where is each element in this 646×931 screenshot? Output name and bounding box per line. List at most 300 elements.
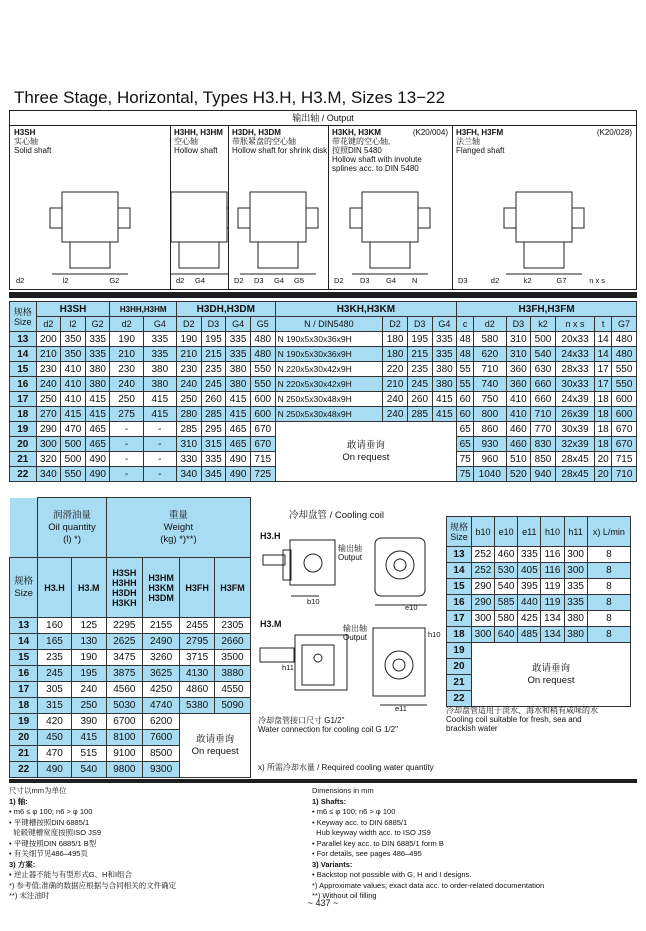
table-subheader-row <box>10 558 251 618</box>
table-cell: 250 <box>110 392 143 407</box>
table-cell: 415 <box>85 392 110 407</box>
table-cell: 75 <box>457 467 474 482</box>
table-cell: 28x45 <box>555 467 594 482</box>
note-line: • 平键槽按照DIN 6885/1 <box>9 817 90 827</box>
table-cell: 380 <box>226 362 251 377</box>
table-cell: 335 <box>85 347 110 362</box>
bottom-divider <box>9 779 637 783</box>
table-cell: 20 <box>10 730 38 746</box>
table-cell: 540 <box>495 579 518 595</box>
table-cell: 515 <box>71 746 106 762</box>
note-line: • 逆止器不能与有型形式G、H和I组合 <box>9 870 133 879</box>
table-cell: 240 <box>110 377 143 392</box>
table-cell: 725 <box>250 467 275 482</box>
table-cell: 415 <box>226 392 251 407</box>
table-cell: 315 <box>201 437 226 452</box>
table-row <box>10 650 251 666</box>
table-cell: 380 <box>432 362 457 377</box>
table-cell: - <box>143 452 176 467</box>
table-cell: 14 <box>595 332 612 347</box>
shaft-panel-1 <box>170 126 229 290</box>
table-cell: 260 <box>407 392 432 407</box>
table-row <box>447 547 631 563</box>
table-cell: 315 <box>38 698 71 714</box>
table-cell: - <box>143 437 176 452</box>
table-cell: 215 <box>407 347 432 362</box>
column-header: N / DIN5480 <box>275 317 383 332</box>
table-row <box>447 563 631 579</box>
shaft-panel-4 <box>452 126 636 290</box>
table-cell: 20x33 <box>555 332 594 347</box>
table-cell: 18 <box>595 392 612 407</box>
table-cell: 345 <box>201 467 226 482</box>
table-cell: 180 <box>383 347 408 362</box>
column-header: d2 <box>36 317 61 332</box>
table-cell: 850 <box>531 452 556 467</box>
shaft-dim-label: d2 <box>176 276 185 285</box>
column-header: h10 <box>541 517 564 547</box>
shaft-dim-label: G5 <box>294 276 305 285</box>
table-cell: 9800 <box>106 762 142 778</box>
table-cell: 13 <box>10 332 37 347</box>
table-cell: 2155 <box>142 618 179 634</box>
table-row <box>10 362 637 377</box>
table-cell: 2295 <box>106 618 142 634</box>
table-cell: 65 <box>457 422 474 437</box>
table-cell: 405 <box>518 563 541 579</box>
column-header: n x s <box>555 317 594 332</box>
table-cell: 395 <box>518 579 541 595</box>
table-cell: 460 <box>495 547 518 563</box>
table-cell: 28x45 <box>555 452 594 467</box>
column-header: D2 <box>383 317 408 332</box>
table-cell: 640 <box>495 627 518 643</box>
note-line: **) Without oil filling <box>312 891 377 900</box>
table-cell: 16 <box>10 377 37 392</box>
table-cell: 17 <box>10 392 37 407</box>
shaft-desc-line: Hollow shaft for shrink disk <box>232 146 328 155</box>
table-cell: 480 <box>250 347 275 362</box>
cooling-title: 冷却盘管 / Cooling coil <box>289 510 385 521</box>
notes-chinese <box>9 786 309 902</box>
table-cell: 235 <box>38 650 71 666</box>
table-cell: 335 <box>226 347 251 362</box>
output-header: 输出轴 / Output <box>10 111 636 126</box>
table-cell: 305 <box>38 682 71 698</box>
dim-h10: h10 <box>428 630 441 639</box>
table-cell: 18 <box>595 407 612 422</box>
table-cell: 8100 <box>106 730 142 746</box>
shaft-panel-2 <box>228 126 329 290</box>
table-cell: 600 <box>612 407 637 422</box>
column-header: h11 <box>564 517 587 547</box>
table-row <box>10 682 251 698</box>
table-cell: 630 <box>531 362 556 377</box>
table-cell: 48 <box>457 347 474 362</box>
table-cell: 8 <box>587 627 630 643</box>
table-cell: 3475 <box>106 650 142 666</box>
table-cell: 245 <box>201 377 226 392</box>
table-cell: 415 <box>143 392 176 407</box>
cooling-output-cn-2: 输出轴 <box>343 624 367 633</box>
table-cell: 230 <box>36 362 61 377</box>
table-cell: 425 <box>518 611 541 627</box>
table-cell: 2455 <box>180 618 215 634</box>
shaft-dim-label: G4 <box>386 276 397 285</box>
table-cell: 295 <box>201 422 226 437</box>
note-line: 尺寸以mm为单位 <box>9 786 67 795</box>
note-line: Hub keyway width acc. to ISO JS9 <box>312 828 431 837</box>
shaft-ref: (K20/004) <box>412 128 448 137</box>
table-cell: 240 <box>383 407 408 422</box>
shaft-dim-label: N <box>412 276 418 285</box>
shaft-drawing <box>228 178 328 288</box>
note-line: Dimensions in mm <box>312 786 374 795</box>
table-cell: 240 <box>176 377 201 392</box>
table-cell: 550 <box>250 377 275 392</box>
table-cell: 335 <box>226 332 251 347</box>
table-cell: 20 <box>10 437 37 452</box>
column-header: G5 <box>250 317 275 332</box>
table-cell: 17 <box>447 611 472 627</box>
table-cell: 125 <box>71 618 106 634</box>
table-cell: 119 <box>541 579 564 595</box>
table-cell: 3625 <box>142 666 179 682</box>
table-cell: 190 <box>176 332 201 347</box>
table-cell: 9100 <box>106 746 142 762</box>
table-row <box>10 618 251 634</box>
column-header: k2 <box>531 317 556 332</box>
shaft-desc-line: 实心轴 <box>14 137 38 146</box>
table-cell: 710 <box>474 362 506 377</box>
table-cell: 3875 <box>106 666 142 682</box>
table-cell: 14 <box>595 347 612 362</box>
table-cell: 195 <box>201 332 226 347</box>
column-header: D3 <box>201 317 226 332</box>
shaft-dim-label: d2 <box>16 276 25 285</box>
table-cell: 490 <box>85 452 110 467</box>
table-cell: 715 <box>250 452 275 467</box>
table-cell: 230 <box>176 362 201 377</box>
shaft-panel-0 <box>10 126 171 290</box>
column-header: D3 <box>506 317 531 332</box>
table-cell: 465 <box>85 437 110 452</box>
table-cell: 134 <box>541 611 564 627</box>
table-cell: 300 <box>564 563 587 579</box>
column-header: d2 <box>110 317 143 332</box>
column-header: H3FM <box>214 558 250 618</box>
cooling-output-en-2: Output <box>343 633 368 642</box>
shaft-desc-line: Flanged shaft <box>456 146 505 155</box>
table-cell: 335 <box>564 579 587 595</box>
table-cell: 4250 <box>142 682 179 698</box>
table-cell: 415 <box>226 407 251 422</box>
table-cell: 335 <box>432 332 457 347</box>
column-header: H3HM H3KM H3DM <box>142 558 179 618</box>
table-cell: 585 <box>495 595 518 611</box>
table-cell: 480 <box>612 347 637 362</box>
table-cell: 335 <box>201 452 226 467</box>
table-cell: 18 <box>447 627 472 643</box>
shaft-desc-line: splines acc. to DIN 5480 <box>332 164 419 173</box>
table-cell: 490 <box>85 467 110 482</box>
table-cell: 480 <box>250 332 275 347</box>
table-cell: 7600 <box>142 730 179 746</box>
output-drawings-panel <box>9 110 637 290</box>
note-line: • 有关细节见486–495页 <box>9 849 88 858</box>
table-cell: 470 <box>61 422 86 437</box>
table-cell: 740 <box>474 377 506 392</box>
cooling-suitable-en: Cooling coil suitable for fresh, sea and brackish water <box>446 715 582 733</box>
table-cell: 14 <box>10 347 37 362</box>
column-header: l2 <box>61 317 86 332</box>
table-cell: 410 <box>506 407 531 422</box>
table-cell: 580 <box>495 611 518 627</box>
table-cell: 24x33 <box>555 347 594 362</box>
table-cell: 415 <box>143 407 176 422</box>
table-cell: 380 <box>432 377 457 392</box>
on-request-cell: 敢请垂询 On request <box>180 714 251 778</box>
table-cell: 410 <box>61 392 86 407</box>
table-row <box>10 422 637 437</box>
table-cell: 235 <box>407 362 432 377</box>
notes-english <box>312 786 632 902</box>
table-cell: 300 <box>564 547 587 563</box>
shaft-code: H3KH, H3KM <box>332 128 381 137</box>
note-line: **) 未注油时 <box>9 891 50 900</box>
table-cell: 450 <box>38 730 71 746</box>
table-cell: 415 <box>432 392 457 407</box>
column-header: D3 <box>407 317 432 332</box>
oil-weight-table <box>9 497 251 778</box>
shaft-desc-line: Hollow shaft with involute <box>332 155 422 164</box>
table-cell: 600 <box>250 392 275 407</box>
table-cell: 320 <box>36 452 61 467</box>
dim-e11: e11 <box>395 704 407 713</box>
table-cell: 620 <box>474 347 506 362</box>
column-header: H3FH <box>180 558 215 618</box>
group-header: H3SH <box>36 302 110 317</box>
table-cell: 240 <box>36 377 61 392</box>
shaft-dim-label: G4 <box>274 276 285 285</box>
column-header: G2 <box>85 317 110 332</box>
table-cell: 22 <box>10 762 38 778</box>
note-line: • Backstop not possible with G, H and I designs. <box>312 870 472 879</box>
table-cell: 13 <box>447 547 472 563</box>
shaft-desc-line: 法兰轴 <box>456 137 480 146</box>
table-cell: 2490 <box>142 634 179 650</box>
table-cell: N 220x5x30x42x9H <box>275 362 383 377</box>
column-header: H3.M <box>71 558 106 618</box>
table-cell: 14 <box>10 634 38 650</box>
table-cell: 930 <box>474 437 506 452</box>
table-cell: 550 <box>250 362 275 377</box>
table-cell: 770 <box>531 422 556 437</box>
table-row <box>10 634 251 650</box>
column-header: G4 <box>226 317 251 332</box>
table-row <box>447 579 631 595</box>
dim-h11: h11 <box>282 663 294 672</box>
table-cell: 21 <box>447 675 472 691</box>
table-cell: 21 <box>10 746 38 762</box>
shaft-dim-label: n x s <box>589 276 606 285</box>
table-cell: 600 <box>250 407 275 422</box>
table-cell: 415 <box>71 730 106 746</box>
column-header: D2 <box>176 317 201 332</box>
table-cell: 20 <box>595 467 612 482</box>
shaft-dim-label: G7 <box>556 276 567 285</box>
note-line: • Keyway acc. to DIN 6885/1 <box>312 817 408 827</box>
shaft-dim-label: d2 <box>490 276 500 285</box>
note-line: *) 参考值;准确的数据应根据与合同相关的文件确定 <box>9 880 177 890</box>
table-cell: 215 <box>201 347 226 362</box>
table-cell: 4860 <box>180 682 215 698</box>
table-cell: 280 <box>176 407 201 422</box>
note-line: 3) Variants: <box>312 859 353 869</box>
table-cell: N 190x5x30x36x9H <box>275 347 383 362</box>
table-subheader-row <box>10 317 637 332</box>
table-cell: 800 <box>474 407 506 422</box>
weight-header: 重量 Weight (kg) *)**) <box>106 498 250 558</box>
table-cell: 2795 <box>180 634 215 650</box>
table-cell: 660 <box>531 377 556 392</box>
shaft-dim-label: D3 <box>254 276 264 285</box>
table-cell: 2660 <box>214 634 250 650</box>
column-header: G4 <box>432 317 457 332</box>
cooling-output-cn-1: 输出轴 <box>338 544 362 553</box>
cooling-output-en-1: Output <box>338 553 363 562</box>
note-line: • m6 ≤ φ 100; n6 > φ 100 <box>9 807 93 816</box>
cooling-suitable-cn: 冷却盘管适用于淡水、海水和稍有咸味的水 <box>446 706 598 715</box>
table-cell: 310 <box>506 347 531 362</box>
cooling-conn-cn: 冷却盘管接口尺寸 G1/2" <box>258 716 345 725</box>
table-row <box>10 377 637 392</box>
table-cell: 210 <box>36 347 61 362</box>
table-cell: 17 <box>595 377 612 392</box>
cooling-water-note: x) 所需冷却水量 / Required cooling water quantity <box>258 763 434 772</box>
table-cell: 250 <box>71 698 106 714</box>
on-request-cell: 敢请垂询 On request <box>471 643 630 707</box>
table-cell: 415 <box>432 407 457 422</box>
table-cell: 380 <box>226 377 251 392</box>
table-cell: 5090 <box>214 698 250 714</box>
table-cell: 75 <box>457 452 474 467</box>
table-cell: 195 <box>71 666 106 682</box>
shaft-dim-label: D3 <box>360 276 370 285</box>
table-cell: 8 <box>587 611 630 627</box>
shaft-drawing <box>170 178 228 288</box>
table-cell: 485 <box>518 627 541 643</box>
table-cell: - <box>110 467 143 482</box>
table-cell: 380 <box>564 611 587 627</box>
table-cell: 480 <box>612 332 637 347</box>
table-cell: 340 <box>176 467 201 482</box>
table-cell: 200 <box>36 332 61 347</box>
table-cell: 335 <box>564 595 587 611</box>
table-cell: 335 <box>518 547 541 563</box>
table-cell: 750 <box>474 392 506 407</box>
table-cell: 380 <box>85 377 110 392</box>
table-cell: 500 <box>61 437 86 452</box>
table-cell: 410 <box>61 377 86 392</box>
column-header: e10 <box>495 517 518 547</box>
table-cell: 710 <box>531 407 556 422</box>
table-cell: 310 <box>176 437 201 452</box>
table-cell: 410 <box>61 362 86 377</box>
on-request-cell: 敢请垂询 On request <box>275 422 457 482</box>
table-cell: 460 <box>506 422 531 437</box>
column-header: b10 <box>471 517 494 547</box>
table-cell: 465 <box>226 437 251 452</box>
table-cell: 330 <box>176 452 201 467</box>
shaft-desc-line: Hollow shaft <box>174 146 218 155</box>
table-cell: 4740 <box>142 698 179 714</box>
table-cell: 3880 <box>214 666 250 682</box>
cooling-coil-table <box>446 516 631 707</box>
table-row <box>10 714 251 730</box>
table-cell: 165 <box>38 634 71 650</box>
table-cell: 340 <box>36 467 61 482</box>
table-cell: 500 <box>531 332 556 347</box>
table-cell: 20 <box>595 452 612 467</box>
table-cell: 18 <box>595 422 612 437</box>
table-cell: 8 <box>587 579 630 595</box>
table-cell: 130 <box>71 634 106 650</box>
table-cell: 335 <box>143 347 176 362</box>
table-cell: - <box>143 422 176 437</box>
cooling-h3h-label: H3.H <box>260 531 281 541</box>
column-header: G7 <box>612 317 637 332</box>
note-line: 1) 轴: <box>9 796 28 806</box>
note-line: • 平键按照DIN 6885/1 B型 <box>9 838 97 848</box>
table-cell: 252 <box>471 563 494 579</box>
group-header: H3FH,H3FM <box>457 302 637 317</box>
table-cell: 300 <box>36 437 61 452</box>
table-cell: 250 <box>36 392 61 407</box>
cooling-h3m-label: H3.M <box>260 619 282 629</box>
shaft-code: H3DH, H3DM <box>232 128 281 137</box>
table-cell: 65 <box>457 437 474 452</box>
table-cell: 220 <box>383 362 408 377</box>
table-cell: 270 <box>36 407 61 422</box>
table-cell: 190 <box>71 650 106 666</box>
table-cell: 252 <box>471 547 494 563</box>
cooling-coil-drawing <box>255 520 440 720</box>
shaft-desc-line: Solid shaft <box>14 146 52 155</box>
section-divider <box>9 292 637 298</box>
table-cell: - <box>110 422 143 437</box>
shaft-code: H3HH, H3HM <box>174 128 223 137</box>
table-cell: 16 <box>10 666 38 682</box>
table-cell: 8500 <box>142 746 179 762</box>
table-cell: 960 <box>474 452 506 467</box>
table-cell: 13 <box>10 618 38 634</box>
table-cell: 28x33 <box>555 362 594 377</box>
table-cell: 48 <box>457 332 474 347</box>
column-header: H3SH H3HH H3DH H3KH <box>106 558 142 618</box>
table-cell: 240 <box>71 682 106 698</box>
table-cell: 710 <box>612 467 637 482</box>
column-header: x) L/min <box>587 517 630 547</box>
shaft-drawing <box>452 178 636 288</box>
table-cell: 30x33 <box>555 377 594 392</box>
table-cell: 660 <box>531 392 556 407</box>
table-cell: 19 <box>10 714 38 730</box>
note-line: • Parallel key acc. to DIN 6885/1 form B <box>312 838 444 848</box>
table-cell: 8 <box>587 547 630 563</box>
table-cell: 670 <box>612 422 637 437</box>
table-cell: 160 <box>38 618 71 634</box>
